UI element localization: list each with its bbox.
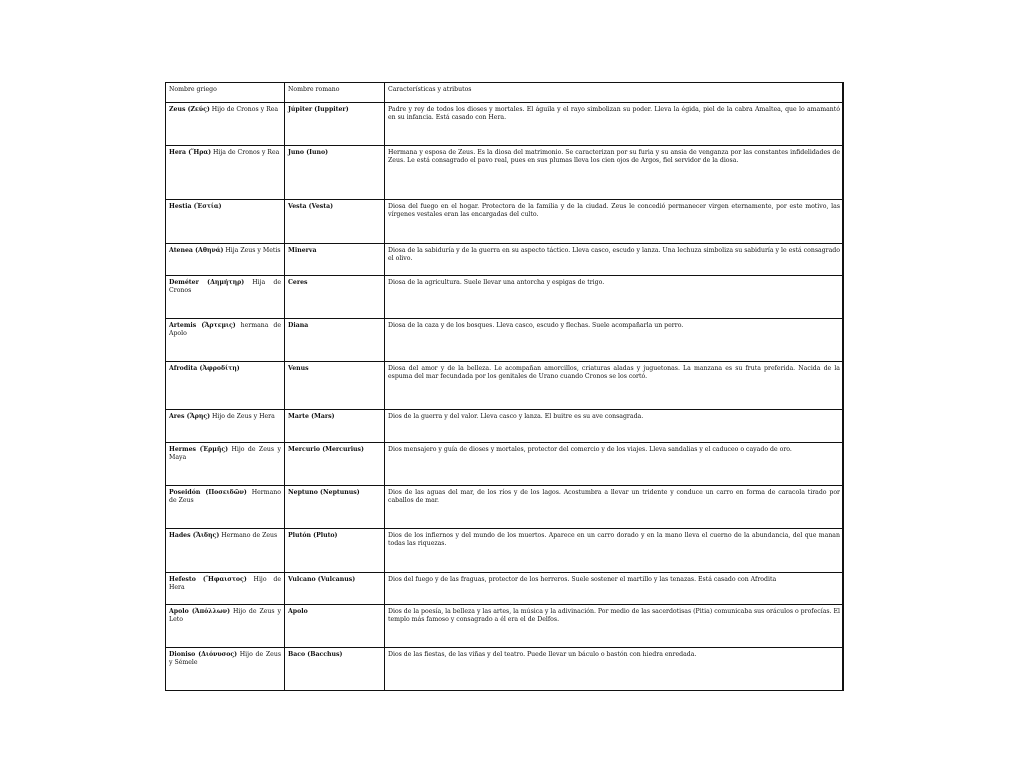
greek-name-cell	[166, 146, 285, 200]
greek-parentage: Hija de Cronos	[169, 279, 281, 295]
characteristics-cell: Diosa de la agricultura. Suele llevar una antorcha y espigas de trigo.	[385, 276, 844, 319]
greek-parentage: Hijo de Zeus y Sémele	[169, 651, 281, 667]
table-row	[166, 319, 844, 362]
table-row	[166, 362, 844, 410]
table-row	[166, 573, 844, 605]
greek-name-cell	[166, 276, 285, 319]
table-row	[166, 410, 844, 443]
table-row	[166, 200, 844, 244]
greek-name: Hades (Ἅιδης)	[169, 532, 220, 539]
characteristics-cell: Diosa de la sabiduría y de la guerra en su aspecto táctico. Lleva casco, escudo y lanza. Una lechuza simboliza su sabiduría y le está consagrado el olivo.	[385, 244, 844, 276]
greek-parentage: Hermano de Zeus	[219, 532, 278, 539]
characteristics-cell: Dios de la guerra y del valor. Lleva casco y lanza. El buitre es su ave consagrada.	[385, 410, 844, 443]
greek-name: Hefesto (Ἥφαιστος)	[169, 576, 247, 583]
greek-name: Hermes (Ἑρμῆς)	[169, 446, 229, 453]
greek-name-cell	[166, 648, 285, 691]
roman-name-cell: Venus	[285, 362, 385, 410]
greek-parentage: Hijo de Zeus y Hera	[210, 413, 275, 420]
greek-name-cell	[166, 410, 285, 443]
gods-table	[165, 82, 844, 691]
greek-name: Apolo (Ἀπόλλων)	[169, 608, 231, 615]
characteristics-cell: Dios del fuego y de las fraguas, protector de los herreros. Suele sostener el martillo y las tenazas. Está casado con Afrodita	[385, 573, 844, 605]
greek-parentage: Hijo de Zeus y Maya	[169, 446, 281, 462]
header-characteristics: Características y atributos	[385, 83, 844, 103]
roman-name-cell: Marte (Mars)	[285, 410, 385, 443]
greek-name: Dioniso (Διόνυσος)	[169, 651, 238, 658]
roman-name-cell: Plutón (Pluto)	[285, 529, 385, 573]
greek-name: Ares (Ἄρης)	[169, 413, 211, 420]
table-row	[166, 648, 844, 691]
roman-name-cell: Mercurio (Mercurius)	[285, 443, 385, 486]
greek-name-cell	[166, 443, 285, 486]
roman-name-cell: Vulcano (Vulcanus)	[285, 573, 385, 605]
greek-name: Poseidón (Ποσειδῶν)	[169, 489, 247, 496]
greek-name-cell	[166, 529, 285, 573]
greek-name-cell	[166, 319, 285, 362]
characteristics-cell: Dios de las aguas del mar, de los ríos y de los lagos. Acostumbra a llevar un tridente y conduce un carro en forma de caracola tirado por caballos de mar.	[385, 486, 844, 529]
greek-name: Hestia (Ἑστία)	[169, 203, 222, 210]
roman-name-cell: Juno (Iuno)	[285, 146, 385, 200]
greek-name: Afrodita (Ἀφροδίτη)	[169, 365, 240, 372]
roman-name-cell: Apolo	[285, 605, 385, 648]
roman-name-cell: Diana	[285, 319, 385, 362]
greek-name-cell	[166, 200, 285, 244]
table-row	[166, 103, 844, 146]
table-header-row	[166, 83, 844, 103]
greek-name: Artemis (Ἄρτεμις)	[169, 322, 236, 329]
header-roman-name: Nombre romano	[285, 83, 385, 103]
greek-parentage: Hermano de Zeus	[169, 489, 281, 505]
greek-parentage: Hijo de Zeus y Leto	[169, 608, 281, 624]
characteristics-cell: Diosa del fuego en el hogar. Protectora de la familia y de la ciudad. Zeus le concedió permanecer virgen eternamente, por este motivo, las vírgenes vestales eran las encargadas del culto.	[385, 200, 844, 244]
characteristics-cell: Padre y rey de todos los dioses y mortales. El águila y el rayo simbolizan su poder. Lleva la égida, piel de la cabra Amaltea, que lo amamantó en su infancia. Está casado con Hera.	[385, 103, 844, 146]
roman-name-cell: Minerva	[285, 244, 385, 276]
roman-name-cell: Júpiter (Iuppiter)	[285, 103, 385, 146]
table-body	[166, 103, 844, 691]
characteristics-cell: Diosa de la caza y de los bosques. Lleva casco, escudo y flechas. Suele acompañarla un perro.	[385, 319, 844, 362]
greek-name-cell	[166, 103, 285, 146]
greek-name-cell	[166, 362, 285, 410]
greek-parentage: hermana de Apolo	[169, 322, 281, 338]
greek-name: Deméter (Δημήτηρ)	[169, 279, 245, 286]
header-greek-name: Nombre griego	[166, 83, 285, 103]
roman-name-cell: Vesta (Vesta)	[285, 200, 385, 244]
greek-name-cell	[166, 486, 285, 529]
greek-parentage: Hijo de Hera	[169, 576, 281, 592]
characteristics-cell: Hermana y esposa de Zeus. Es la diosa del matrimonio. Se caracterizan por su furia y su ansia de venganza por las constantes infidelidades de Zeus. Le está consagrado el pavo real, pues en sus plumas lleva los cien ojos de Argos, fiel servidor de la diosa.	[385, 146, 844, 200]
greek-name: Atenea (Αθηνά)	[169, 247, 224, 254]
table-row	[166, 486, 844, 529]
greek-parentage: Hijo de Cronos y Rea	[209, 106, 279, 113]
greek-name: Hera (Ἥρα)	[169, 149, 212, 156]
table-row	[166, 529, 844, 573]
greek-parentage: Hija Zeus y Metis	[223, 247, 281, 254]
table-row	[166, 443, 844, 486]
greek-name-cell	[166, 244, 285, 276]
characteristics-cell: Diosa del amor y de la belleza. Le acompañan amorcillos, criaturas aladas y juguetonas. La manzana es su fruta preferida. Nacida de la espuma del mar fecundada por los genitales de Urano cuando Cronos se los cortó.	[385, 362, 844, 410]
characteristics-cell: Dios de la poesía, la belleza y las artes, la música y la adivinación. Por medio de las sacerdotisas (Pitia) comunicaba sus oráculos o profecías. El templo más famoso y consagrado a él era el de Delfos.	[385, 605, 844, 648]
greek-name: Zeus (Ζεύς)	[169, 106, 210, 113]
table-row	[166, 146, 844, 200]
characteristics-cell: Dios de las fiestas, de las viñas y del teatro. Puede llevar un báculo o bastón con hiedra enredada.	[385, 648, 844, 691]
greek-name-cell	[166, 605, 285, 648]
greek-parentage: Hija de Cronos y Rea	[211, 149, 280, 156]
characteristics-cell: Dios mensajero y guía de dioses y mortales, protector del comercio y de los viajes. Lleva sandalias y el caduceo o cayado de oro.	[385, 443, 844, 486]
table-row	[166, 605, 844, 648]
roman-name-cell: Neptuno (Neptunus)	[285, 486, 385, 529]
roman-name-cell: Baco (Bacchus)	[285, 648, 385, 691]
greek-name-cell	[166, 573, 285, 605]
characteristics-cell: Dios de los infiernos y del mundo de los muertos. Aparece en un carro dorado y en la mano lleva el cuerno de la abundancia, del que manan todas las riquezas.	[385, 529, 844, 573]
table-row	[166, 276, 844, 319]
roman-name-cell: Ceres	[285, 276, 385, 319]
table-row	[166, 244, 844, 276]
